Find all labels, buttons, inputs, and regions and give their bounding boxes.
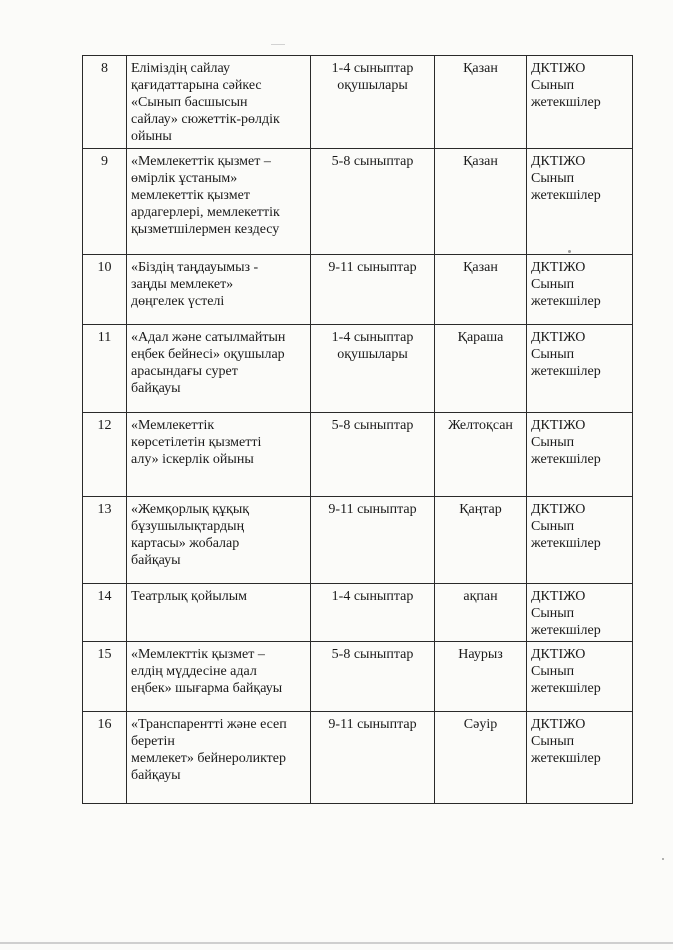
row-number: 15: [83, 642, 127, 712]
event-month: Желтоқсан: [435, 413, 527, 497]
event-title: Еліміздің сайлау қағидаттарына сәйкес «Сынып басшысын сайлау» сюжеттік-рөлдік ойыны: [131, 61, 280, 144]
row-number: 9: [83, 149, 127, 255]
target-audience: 5-8 сыныптар: [331, 418, 414, 433]
table-row: [83, 584, 633, 642]
responsible-party: ДКТІЖО Сынып жетекшілер: [531, 330, 601, 379]
event-title: «Біздің таңдауымыз - заңды мемлекет» дөңгелек үстелі: [131, 260, 259, 309]
table-row: [83, 56, 633, 149]
row-number: 12: [83, 413, 127, 497]
event-month: Қазан: [435, 56, 527, 149]
table-row: [83, 712, 633, 804]
event-plan-table: [82, 55, 633, 804]
responsible-party: ДКТІЖО Сынып жетекшілер: [531, 717, 601, 766]
table-row: [83, 642, 633, 712]
row-number: 14: [83, 584, 127, 642]
responsible-party: ДКТІЖО Сынып жетекшілер: [531, 154, 601, 203]
row-number: 11: [83, 325, 127, 413]
row-number: 16: [83, 712, 127, 804]
responsible-party: ДКТІЖО Сынып жетекшілер: [531, 418, 601, 467]
scan-speck: [662, 858, 664, 860]
responsible-party: ДКТІЖО Сынып жетекшілер: [531, 647, 601, 696]
table-row: [83, 149, 633, 255]
target-audience: 1-4 сыныптар: [331, 589, 414, 604]
event-title: «Адал және сатылмайтын еңбек бейнесі» оқушылар арасындағы сурет байқауы: [131, 330, 286, 396]
row-number: 8: [83, 56, 127, 149]
event-title: «Мемлекттік қызмет – елдің мүддесіне адал еңбек» шығарма байқауы: [131, 647, 283, 696]
table-row: [83, 497, 633, 584]
responsible-party: ДКТІЖО Сынып жетекшілер: [531, 61, 601, 110]
event-title: «Жемқорлық құқық бұзушылықтардың картасы» жобалар байқауы: [131, 502, 250, 568]
event-month: Наурыз: [435, 642, 527, 712]
scan-edge-line: [0, 942, 673, 944]
target-audience: 1-4 сыныптар оқушылары: [331, 61, 414, 93]
responsible-party: ДКТІЖО Сынып жетекшілер: [531, 260, 601, 309]
responsible-party: ДКТІЖО Сынып жетекшілер: [531, 589, 601, 638]
target-audience: 5-8 сыныптар: [331, 647, 414, 662]
event-month: Қараша: [435, 325, 527, 413]
row-number: 10: [83, 255, 127, 325]
target-audience: 5-8 сыныптар: [331, 154, 414, 169]
event-month: Қазан: [435, 149, 527, 255]
table-row: [83, 413, 633, 497]
target-audience: 9-11 сыныптар: [328, 502, 417, 517]
scan-speck: [271, 44, 285, 45]
event-month: ақпан: [435, 584, 527, 642]
scan-speck: [568, 250, 571, 253]
event-title: «Мемлекеттік қызмет – өмірлік ұстаным» мемлекеттік қызмет ардагерлері, мемлекеттік қызметшілермен кездесу: [131, 154, 280, 237]
event-title: Театрлық қойылым: [131, 589, 248, 604]
event-title: «Транспарентті және есеп беретін мемлекет» бейнероликтер байқауы: [131, 717, 287, 783]
event-title: «Мемлекеттік көрсетілетін қызметті алу» іскерлік ойыны: [131, 418, 262, 467]
row-number: 13: [83, 497, 127, 584]
event-month: Сәуір: [435, 712, 527, 804]
table-row: [83, 255, 633, 325]
target-audience: 9-11 сыныптар: [328, 260, 417, 275]
event-month: Қаңтар: [435, 497, 527, 584]
event-month: Қазан: [435, 255, 527, 325]
responsible-party: ДКТІЖО Сынып жетекшілер: [531, 502, 601, 551]
table-row: [83, 325, 633, 413]
target-audience: 9-11 сыныптар: [328, 717, 417, 732]
target-audience: 1-4 сыныптар оқушылары: [331, 330, 414, 362]
